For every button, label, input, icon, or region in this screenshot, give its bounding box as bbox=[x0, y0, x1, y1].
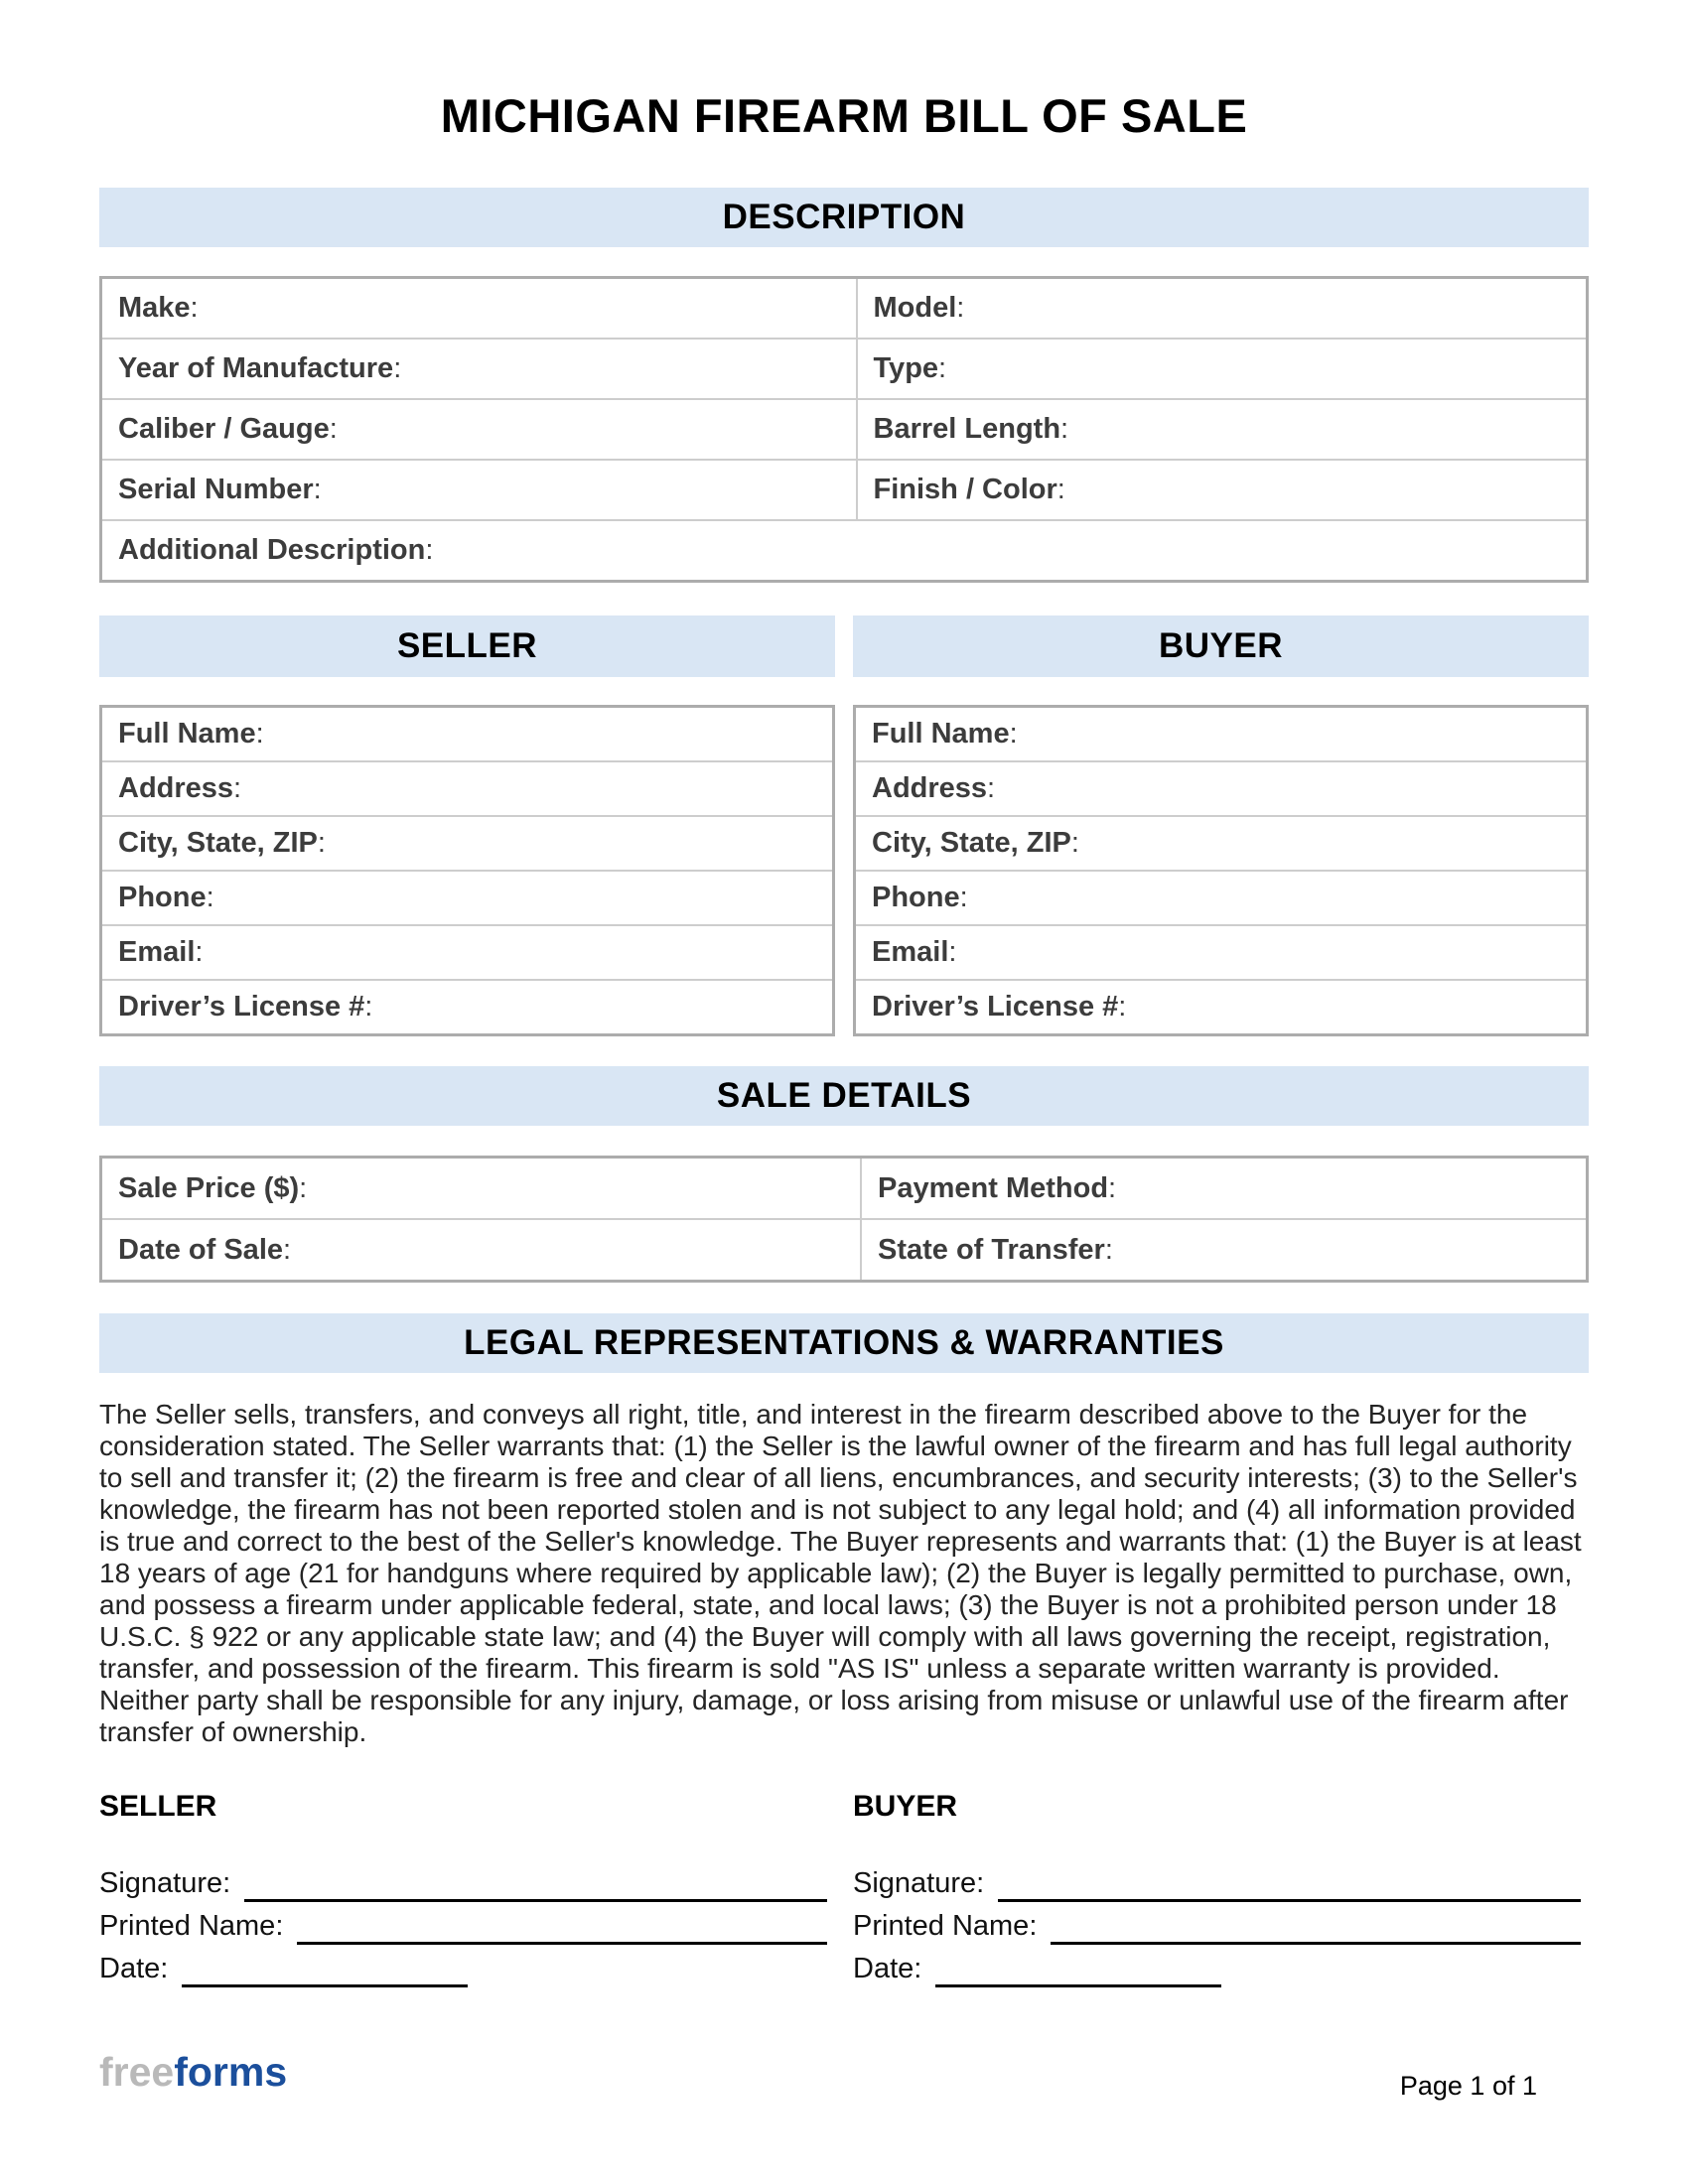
freeforms-logo bbox=[99, 2049, 287, 2096]
payment-method-label: Payment Method bbox=[878, 1171, 1109, 1204]
date-line bbox=[935, 1983, 1221, 1987]
legal-paragraph: The Seller sells, transfers, and conveys all right, title, and interest in the firearm described above to the Buyer for the consideration stated. The Seller warrants that: (1) the Seller is the lawful owner of the firearm and has full legal authority to sell and transfer it; (2) the firearm is free and clear of all liens, encumbrances, and security interests; (3) to the Seller's knowledge, the firearm has not been reported stolen and is not subject to any legal hold; and (4) all information provided is true and correct to the best of the Seller's knowledge. The Buyer represents and warrants that: (1) the Buyer is at least 18 years of age (21 for handguns where required by applicable law); (2) the Buyer is legally permitted to purchase, own, and possess a firearm under applicable federal, state, and local laws; (3) the Buyer is not a prohibited person under 18 U.S.C. § 922 or any applicable state law; and (4) the Buyer will comply with all laws governing the receipt, registration, transfer, and possession of the firearm. This firearm is sold "AS IS" unless a separate written warranty is provided. Neither party shall be responsible for any injury, damage, or loss arising from misuse or unlawful use of the firearm after transfer of ownership. bbox=[99, 1399, 1582, 1747]
buyer-date-row bbox=[853, 1945, 1589, 1987]
buyer-phone-cell: Phone: bbox=[855, 871, 1588, 925]
additional-description-cell: Additional Description: bbox=[101, 520, 1588, 582]
seller-city-state-zip-cell: City, State, ZIP: bbox=[101, 816, 834, 871]
table-row bbox=[101, 1158, 1588, 1220]
table-row bbox=[101, 339, 1588, 399]
section-header-sale-details: SALE DETAILS bbox=[99, 1066, 1589, 1126]
payment-method-cell: Payment Method: bbox=[861, 1158, 1588, 1220]
signature-label: Signature: bbox=[853, 1867, 985, 1899]
date-label: Date: bbox=[853, 1953, 922, 1984]
table-row bbox=[101, 399, 1588, 460]
email-label: Email bbox=[872, 936, 949, 968]
description-table bbox=[99, 276, 1589, 583]
additional-description-label: Additional Description bbox=[118, 534, 426, 566]
model-label: Model bbox=[873, 292, 957, 324]
table-row bbox=[855, 707, 1588, 762]
serial-number-label: Serial Number bbox=[118, 474, 314, 505]
type-cell: Type: bbox=[857, 339, 1588, 399]
section-header-buyer: BUYER bbox=[853, 615, 1589, 677]
state-of-transfer-cell: State of Transfer: bbox=[861, 1219, 1588, 1282]
seller-signature-block bbox=[99, 1790, 835, 1987]
type-label: Type bbox=[873, 352, 939, 384]
make-cell: Make: bbox=[101, 278, 857, 340]
drivers-license-label: Driver’s License # bbox=[872, 991, 1119, 1023]
finish-color-cell: Finish / Color: bbox=[857, 460, 1588, 520]
table-row bbox=[855, 761, 1588, 816]
buyer-drivers-license-cell: Driver’s License #: bbox=[855, 980, 1588, 1035]
caliber-gauge-cell: Caliber / Gauge: bbox=[101, 399, 857, 460]
signature-line bbox=[244, 1898, 827, 1902]
signature-line bbox=[998, 1898, 1581, 1902]
seller-printed-name-row bbox=[99, 1902, 835, 1945]
table-row bbox=[101, 460, 1588, 520]
make-label: Make bbox=[118, 292, 191, 324]
barrel-length-label: Barrel Length bbox=[873, 413, 1061, 445]
seller-drivers-license-cell: Driver’s License #: bbox=[101, 980, 834, 1035]
drivers-license-label: Driver’s License # bbox=[118, 991, 365, 1023]
buyer-signature-row bbox=[853, 1859, 1589, 1902]
address-label: Address bbox=[118, 772, 234, 804]
table-row bbox=[101, 816, 834, 871]
buyer-table bbox=[853, 705, 1589, 1036]
address-label: Address bbox=[872, 772, 988, 804]
date-of-sale-label: Date of Sale bbox=[118, 1233, 283, 1266]
finish-color-label: Finish / Color bbox=[873, 474, 1057, 505]
seller-signature-header: SELLER bbox=[99, 1790, 217, 1823]
full-name-label: Full Name bbox=[872, 718, 1010, 750]
buyer-printed-name-row bbox=[853, 1902, 1589, 1945]
printed-name-label: Printed Name: bbox=[99, 1910, 284, 1942]
barrel-length-cell: Barrel Length: bbox=[857, 399, 1588, 460]
table-row bbox=[101, 761, 834, 816]
seller-table bbox=[99, 705, 835, 1036]
city-state-zip-label: City, State, ZIP bbox=[872, 827, 1071, 859]
sale-price-cell: Sale Price ($): bbox=[101, 1158, 862, 1220]
seller-phone-cell: Phone: bbox=[101, 871, 834, 925]
seller-email-cell: Email: bbox=[101, 925, 834, 980]
seller-address-cell: Address: bbox=[101, 761, 834, 816]
printed-name-line bbox=[1051, 1941, 1581, 1945]
serial-number-cell: Serial Number: bbox=[101, 460, 857, 520]
table-row bbox=[101, 520, 1588, 582]
logo-text-free: free bbox=[99, 2049, 175, 2095]
table-row bbox=[101, 925, 834, 980]
table-row bbox=[855, 816, 1588, 871]
email-label: Email bbox=[118, 936, 196, 968]
table-row bbox=[101, 980, 834, 1035]
table-row bbox=[101, 707, 834, 762]
buyer-signature-block bbox=[853, 1790, 1589, 1987]
table-row bbox=[855, 980, 1588, 1035]
seller-date-row bbox=[99, 1945, 835, 1987]
section-header-description: DESCRIPTION bbox=[99, 188, 1589, 247]
phone-label: Phone bbox=[872, 882, 960, 913]
sale-details-table bbox=[99, 1156, 1589, 1283]
table-row bbox=[101, 871, 834, 925]
table-row bbox=[855, 871, 1588, 925]
phone-label: Phone bbox=[118, 882, 207, 913]
page-number: Page 1 of 1 bbox=[1399, 2071, 1537, 2101]
caliber-gauge-label: Caliber / Gauge bbox=[118, 413, 330, 445]
full-name-label: Full Name bbox=[118, 718, 256, 750]
buyer-address-cell: Address: bbox=[855, 761, 1588, 816]
section-header-seller: SELLER bbox=[99, 615, 835, 677]
date-label: Date: bbox=[99, 1953, 169, 1984]
document-title: MICHIGAN FIREARM BILL OF SALE bbox=[440, 89, 1248, 142]
table-row bbox=[855, 925, 1588, 980]
table-row bbox=[101, 1219, 1588, 1282]
city-state-zip-label: City, State, ZIP bbox=[118, 827, 318, 859]
section-header-legal: LEGAL REPRESENTATIONS & WARRANTIES bbox=[99, 1313, 1589, 1373]
buyer-full-name-cell: Full Name: bbox=[855, 707, 1588, 762]
model-cell: Model: bbox=[857, 278, 1588, 340]
buyer-signature-header: BUYER bbox=[853, 1790, 958, 1823]
year-of-manufacture-cell: Year of Manufacture: bbox=[101, 339, 857, 399]
buyer-city-state-zip-cell: City, State, ZIP: bbox=[855, 816, 1588, 871]
date-line bbox=[182, 1983, 468, 1987]
year-of-manufacture-label: Year of Manufacture bbox=[118, 352, 394, 384]
state-of-transfer-label: State of Transfer bbox=[878, 1233, 1105, 1266]
sale-price-label: Sale Price ($) bbox=[118, 1171, 300, 1204]
logo-text-forms: forms bbox=[174, 2049, 288, 2095]
table-row bbox=[101, 278, 1588, 340]
printed-name-label: Printed Name: bbox=[853, 1910, 1038, 1942]
buyer-email-cell: Email: bbox=[855, 925, 1588, 980]
seller-signature-row bbox=[99, 1859, 835, 1902]
signature-label: Signature: bbox=[99, 1867, 231, 1899]
seller-full-name-cell: Full Name: bbox=[101, 707, 834, 762]
printed-name-line bbox=[297, 1941, 827, 1945]
date-of-sale-cell: Date of Sale: bbox=[101, 1219, 862, 1282]
